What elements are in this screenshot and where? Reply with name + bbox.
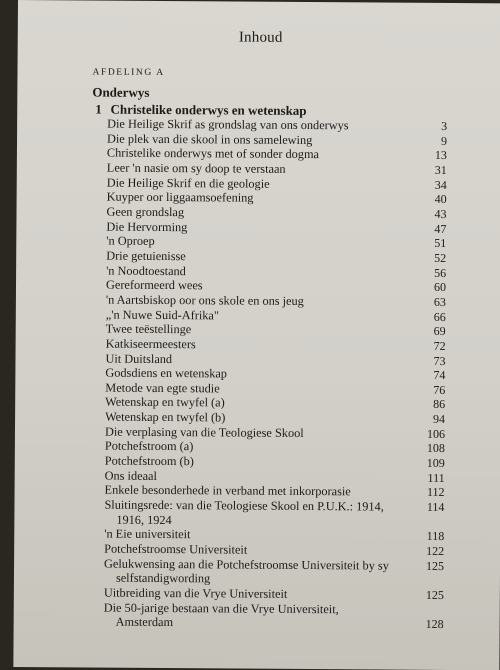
toc-entry-title: Potchefstroom (a) [104, 439, 194, 454]
page-title: Inhoud [238, 29, 283, 46]
toc-entry-title-continued: Amsterdam [115, 615, 174, 630]
toc-entry-title: Die 50-jarige bestaan van die Vrye Universiteit, [103, 600, 339, 616]
toc-entry-page-number: 114 [426, 499, 445, 515]
toc-entry-page-number: 125 [425, 587, 444, 602]
toc-entry-page-number: 9 [440, 133, 448, 148]
toc-entry-title: 'n Aartsbiskop oor ons skole en ons jeug [105, 292, 304, 308]
toc-entry-title: „'n Nuwe Suid-Afrika" [105, 307, 219, 322]
toc-entry-page-number: 86 [433, 397, 446, 412]
toc-entry-page-number: 128 [425, 616, 444, 631]
toc-entry-title: Uitbreiding van die Vrye Universiteit [103, 585, 288, 601]
toc-entry-page-number: 3 [441, 118, 448, 133]
toc-entry-page-number: 43 [434, 206, 447, 221]
toc-entry-page-number: 118 [426, 529, 445, 544]
toc-entry-title: Die verplasing van die Teologiese Skool [104, 424, 304, 440]
toc-entry-title: Katkiseermeesters [105, 336, 196, 352]
toc-entry-page-number: 51 [434, 236, 447, 251]
chapter-title: Christelike onderwys en wetenskap [110, 101, 307, 119]
toc-entry-title-continued: selfstandigwording [115, 571, 211, 586]
toc-entry-title: Enkele besonderhede in verband met inkorporasie [104, 483, 351, 499]
toc-entry-title: Die Heilige Skrif en die geologie [106, 175, 270, 191]
toc-entry-title: Sluitingsrede: van die Teologiese Skool en P.U.K.: 1914, [104, 497, 384, 514]
toc-entry-page-number: 56 [434, 265, 447, 280]
toc-entry-page-number: 109 [426, 455, 445, 471]
toc-entry-title: Geen grondslag [106, 204, 185, 220]
toc-entry-page-number: 52 [434, 250, 447, 265]
toc-entry-page-number: 74 [433, 368, 446, 383]
toc-entry-page-number: 72 [433, 338, 446, 353]
toc-entry-page-number: 108 [426, 441, 445, 456]
toc-entry-title: Metode van egte studie [105, 380, 220, 396]
toc-entry-title: Die Heilige Skrif as grondslag van ons onderwys [107, 116, 349, 133]
toc-entry-title: Twee teëstellinge [105, 321, 192, 337]
toc-entry-title: Ons ideaal [104, 468, 157, 483]
toc-entry-page-number: 66 [433, 309, 446, 324]
book-page [13, 0, 500, 670]
toc-entry-title: 'n Oproep [106, 233, 155, 249]
toc-entry-page-number: 73 [433, 353, 446, 368]
toc-entry-title-continued: 1916, 1924 [116, 512, 172, 527]
section-title: Onderwys [92, 84, 150, 100]
toc-entry-page-number: 94 [433, 412, 446, 427]
toc-entry-title: Uit Duitsland [105, 351, 173, 366]
toc-entry-title: Kuyper oor liggaamsoefening [106, 189, 254, 205]
toc-entry-title: Drie getuienisse [106, 248, 186, 264]
toc-entry-page-number: 63 [433, 294, 446, 309]
toc-entry-page-number: 106 [426, 426, 446, 441]
toc-entry-title: 'n Noodtoestand [106, 263, 186, 278]
toc-entry-title: Die Hervorming [106, 219, 188, 234]
toc-entry-page-number: 40 [434, 192, 447, 207]
toc-entry-title: Leer 'n nasie om sy doop te verstaan [106, 160, 286, 176]
chapter-number: 1 [95, 101, 102, 117]
toc-entry-title: Godsdiens en wetenskap [105, 365, 228, 381]
toc-entry-title: Christelike onderwys met of sonder dogma [106, 145, 320, 162]
toc-entry-page-number: 111 [427, 470, 445, 485]
toc-entry-title: Die plek van die skool in ons samelewing [106, 131, 313, 147]
toc-entry-title: Wetenskap en twyfel (a) [105, 395, 225, 410]
toc-entry-page-number: 69 [433, 324, 446, 339]
toc-entry [104, 498, 444, 530]
toc-entry-page-number: 31 [434, 162, 447, 177]
toc-entry-page-number: 60 [433, 280, 447, 295]
toc-entry-title: Potchefstroomse Universiteit [104, 541, 248, 557]
toc-entry-page-number: 122 [426, 543, 445, 559]
toc-entry-title: Gereformeerd wees [105, 277, 203, 293]
toc-entry-page-number: 13 [434, 148, 447, 163]
toc-entry-title: Gelukwensing aan die Potchefstroomse Universiteit by sy [104, 556, 389, 573]
toc-entry-page-number: 47 [434, 221, 447, 236]
toc-entry-title: 'n Eie universiteit [104, 526, 191, 542]
section-label: AFDELING A [92, 67, 165, 79]
toc-entry-page-number: 112 [426, 485, 445, 500]
table-of-contents [104, 117, 448, 633]
toc-entry-title: Wetenskap en twyfel (b) [105, 409, 226, 425]
toc-entry-page-number: 125 [426, 558, 445, 573]
toc-entry [104, 556, 444, 588]
toc-entry-page-number: 34 [434, 177, 447, 192]
toc-entry-title: Potchefstroom (b) [104, 453, 194, 469]
toc-entry-page-number: 76 [433, 382, 446, 397]
toc-entry [104, 600, 444, 632]
